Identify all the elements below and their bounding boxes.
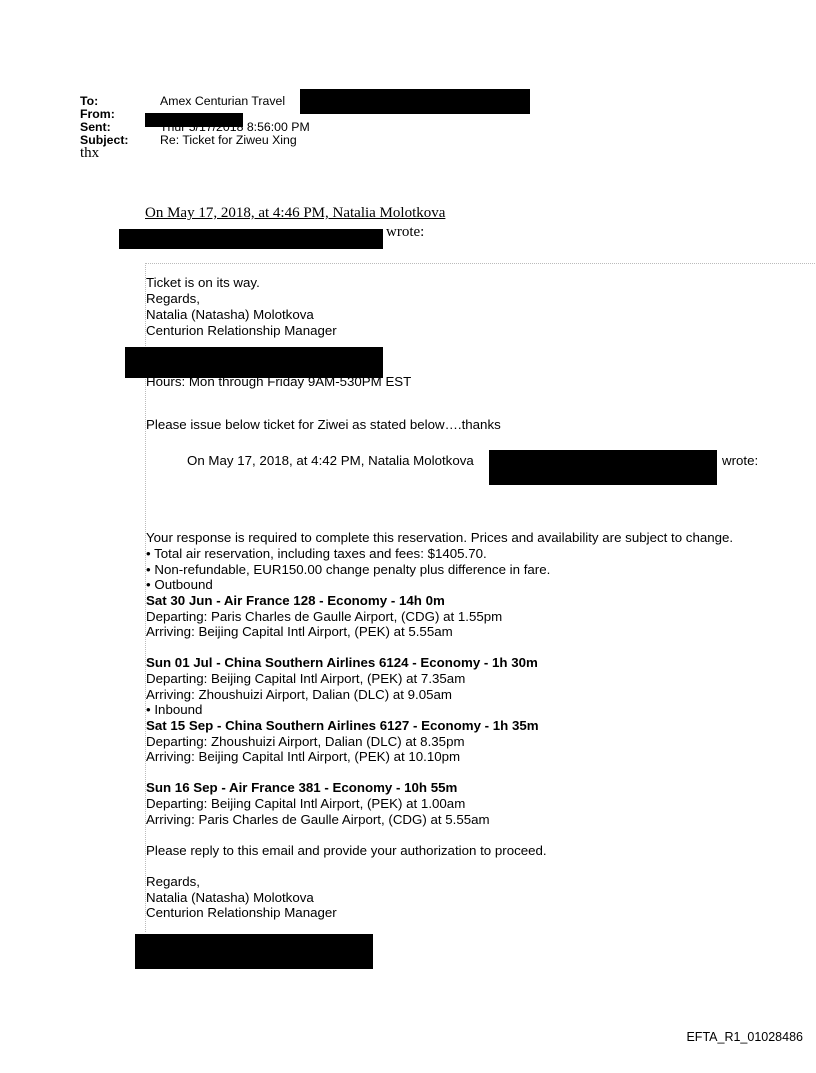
intro-text: Your response is required to complete this reservation. Prices and availability are subject to change. <box>146 530 734 545</box>
reply-text: thx <box>80 145 100 161</box>
closing-text: Please reply to this email and provide your authorization to proceed. <box>146 843 547 858</box>
quote1-wrote: wrote: <box>386 224 425 240</box>
subject-value: Re: Ticket for Ziweu Xing <box>160 133 297 147</box>
flight-arrive: Arriving: Beijing Capital Intl Airport, (PEK) at 10.10pm <box>146 749 461 764</box>
signature-line: Centurion Relationship Manager <box>146 905 337 920</box>
document-id: EFTA_R1_01028486 <box>686 1030 803 1044</box>
hours-text: Hours: Mon through Friday 9AM-530PM EST <box>146 374 412 389</box>
quote2-wrote: wrote: <box>722 453 759 468</box>
flight-depart: Departing: Beijing Capital Intl Airport, (PEK) at 7.35am <box>146 671 466 686</box>
flight-arrive: Arriving: Beijing Capital Intl Airport, (PEK) at 5.55am <box>146 624 453 639</box>
redaction <box>135 934 373 969</box>
bullet: • Total air reservation, including taxes and fees: $1405.70. <box>146 546 487 561</box>
to-value: Amex Centurian Travel <box>160 94 286 108</box>
flight-depart: Departing: Zhoushuizi Airport, Dalian (DLC) at 8.35pm <box>146 734 465 749</box>
quote1-line: Regards, <box>146 291 200 306</box>
bullet: • Outbound <box>146 577 213 592</box>
flight-title: Sat 15 Sep - China Southern Airlines 6127 - Economy - 1h 35m <box>146 718 539 733</box>
flight-arrive: Arriving: Zhoushuizi Airport, Dalian (DLC) at 9.05am <box>146 687 452 702</box>
flight-depart: Departing: Paris Charles de Gaulle Airport, (CDG) at 1.55pm <box>146 609 503 624</box>
sent-value: Thur 5/17/2018 8:56:00 PM <box>160 120 310 134</box>
flight-arrive: Arriving: Paris Charles de Gaulle Airport, (CDG) at 5.55am <box>146 812 490 827</box>
sent-label: Sent: <box>80 120 111 134</box>
redaction <box>300 89 530 114</box>
quote1-line: Natalia (Natasha) Molotkova <box>146 307 314 322</box>
quote1-line: Ticket is on its way. <box>146 275 260 290</box>
flight-title: Sun 01 Jul - China Southern Airlines 6124 - Economy - 1h 30m <box>146 655 538 670</box>
redaction <box>489 450 717 485</box>
from-label: From: <box>80 107 115 121</box>
to-label: To: <box>80 94 99 108</box>
signature-line: Natalia (Natasha) Molotkova <box>146 890 314 905</box>
issue-request: Please issue below ticket for Ziwei as stated below….thanks <box>146 417 501 432</box>
bullet: • Non-refundable, EUR150.00 change penalty plus difference in fare. <box>146 562 551 577</box>
quote2-attribution: On May 17, 2018, at 4:42 PM, Natalia Molotkova <box>187 453 474 468</box>
flight-title: Sat 30 Jun - Air France 128 - Economy - 14h 0m <box>146 593 445 608</box>
flight-depart: Departing: Beijing Capital Intl Airport, (PEK) at 1.00am <box>146 796 466 811</box>
quote1-attribution: On May 17, 2018, at 4:46 PM, Natalia Molotkova <box>145 205 446 221</box>
flight-title: Sun 16 Sep - Air France 381 - Economy - 10h 55m <box>146 780 458 795</box>
bullet-inbound: • Inbound <box>146 702 203 717</box>
signature-line: Regards, <box>146 874 200 889</box>
subject-label: Subject: <box>80 133 129 147</box>
redaction <box>119 229 383 249</box>
quote1-line: Centurion Relationship Manager <box>146 323 337 338</box>
